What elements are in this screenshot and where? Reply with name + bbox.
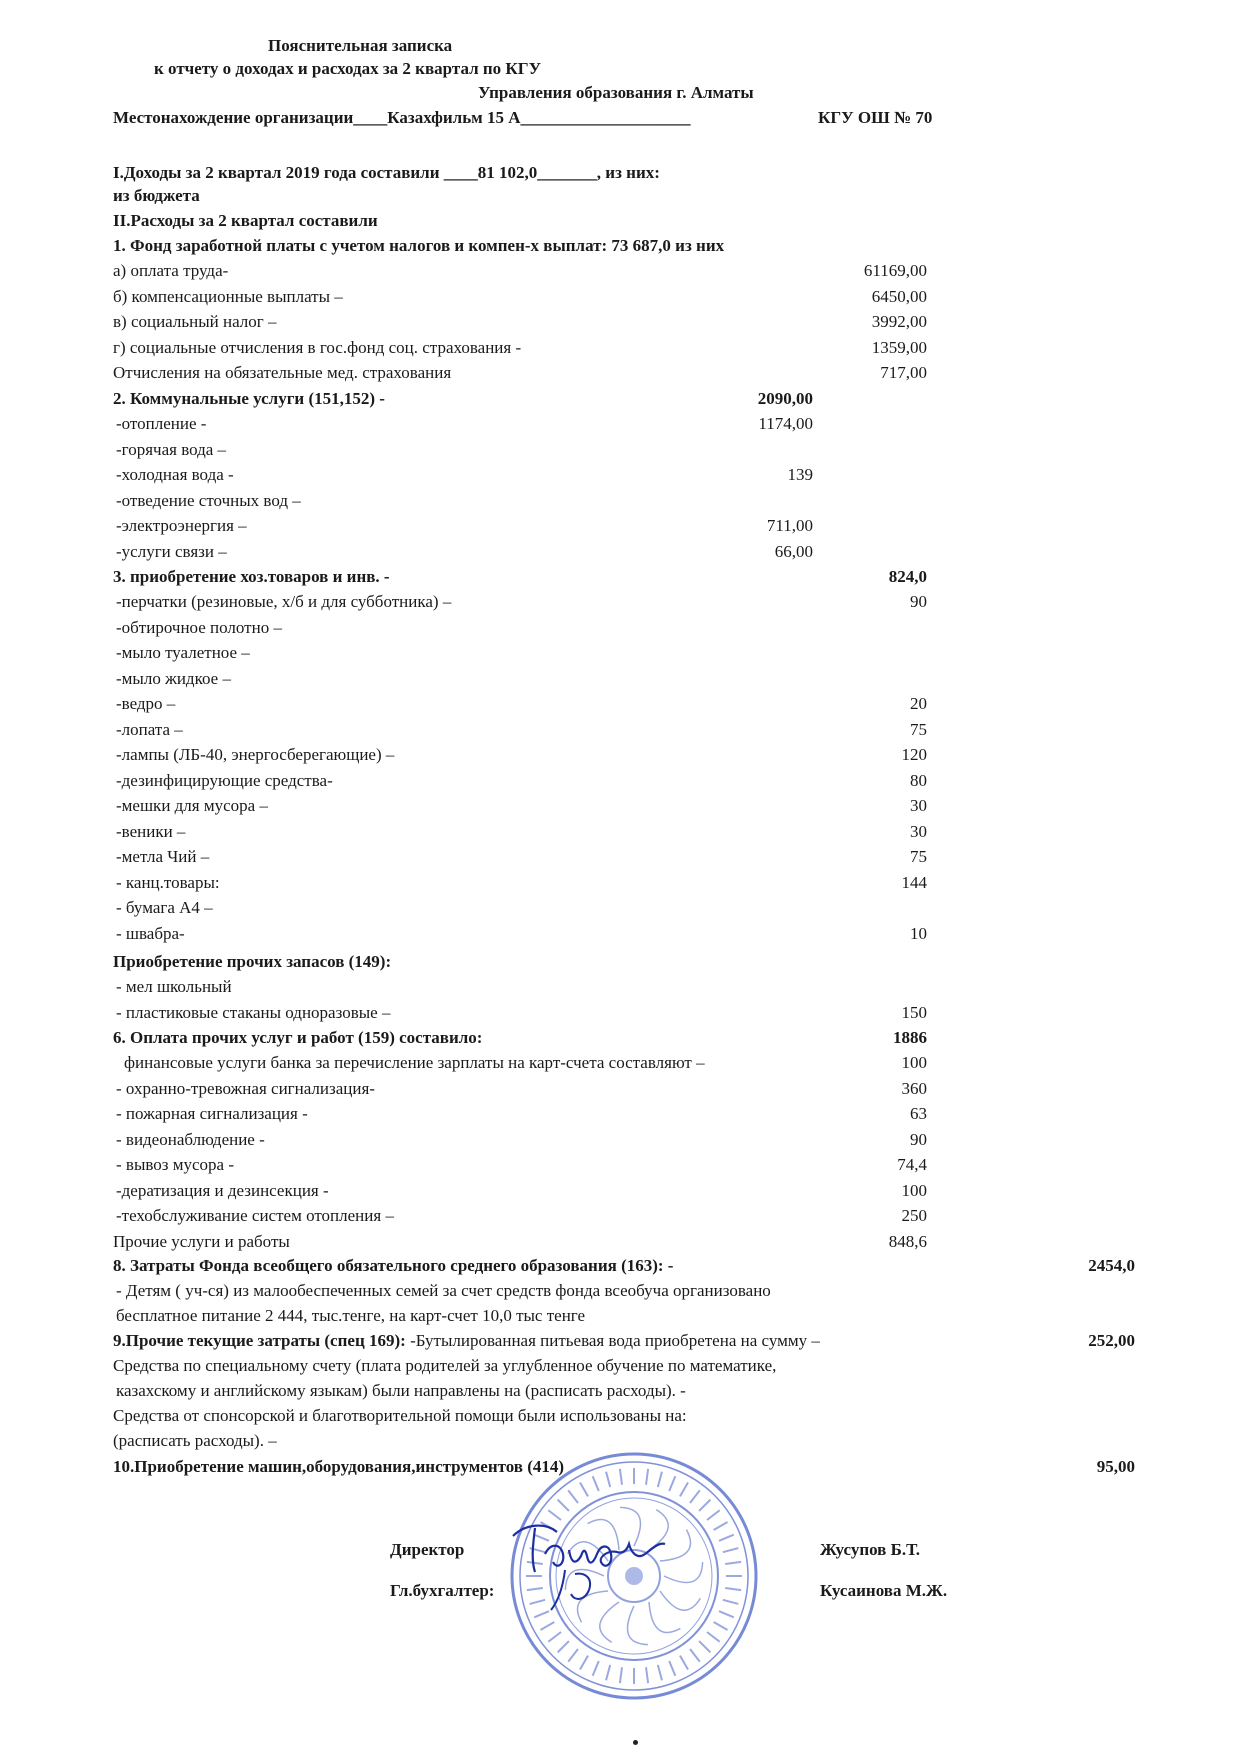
service-item-value: 74,4 — [897, 1155, 927, 1174]
goods-item-value: 75 — [910, 847, 927, 866]
payroll-item-label: Отчисления на обязательные мед. страхования — [113, 363, 452, 382]
goods-item-label: -лампы (ЛБ-40, энергосберегающие) – — [116, 745, 395, 764]
service-item-label: - пожарная сигнализация - — [116, 1104, 308, 1123]
utility-item-value: 66,00 — [774, 541, 813, 561]
utility-item-label: -отопление - — [116, 414, 207, 433]
current-line-2: казахскому и английскому языкам) были направлены на (расписать расходы). - — [116, 1381, 686, 1400]
payroll-item-label: а) оплата труда- — [113, 261, 229, 280]
goods-item-label: -дезинфицирующие средства- — [116, 770, 333, 790]
service-item-label: -техобслуживание систем отопления – — [116, 1206, 394, 1225]
equipment-total: 95,00 — [1096, 1457, 1135, 1476]
handwritten-signature — [505, 1514, 670, 1614]
utility-item-label: -холодная вода - — [116, 465, 234, 484]
payroll-item-label: б) компенсационные выплаты – — [113, 286, 343, 306]
income-from-budget: из бюджета — [113, 186, 200, 205]
org-name: Управления образования г. Алматы — [478, 83, 754, 102]
service-item-label: - вывоз мусора - — [116, 1155, 234, 1174]
org-code: КГУ ОШ № 70 — [818, 108, 933, 127]
service-item-label: - видеонаблюдение - — [116, 1129, 265, 1149]
current-line-4: (расписать расходы). – — [113, 1431, 277, 1450]
goods-item-label: - канц.товары: — [116, 872, 220, 892]
goods-item-label: -метла Чий – — [116, 847, 210, 866]
service-item-value: 63 — [910, 1104, 927, 1123]
equipment-heading: 10.Приобретение машин,оборудования,инструментов (414) — [113, 1457, 565, 1476]
current-line — [113, 1329, 820, 1353]
income-line: I.Доходы за 2 квартал 2019 года составили ____81 102,0_______, из них: — [113, 163, 660, 182]
accountant-name: Кусаинова М.Ж. — [820, 1581, 948, 1600]
payroll-item-value: 1359,00 — [871, 337, 927, 357]
goods-item-label: -перчатки (резиновые, х/б и для субботника) – — [116, 592, 452, 611]
utility-item-value: 711,00 — [766, 516, 813, 535]
service-item-value: 90 — [910, 1129, 927, 1149]
goods-item-label: -обтирочное полотно – — [116, 617, 282, 637]
current-heading: 9.Прочие текущие затраты (спец 169): — [113, 1331, 406, 1350]
goods-item-label: - бумага А4 – — [116, 898, 213, 917]
payroll-item-label: г) социальные отчисления в гос.фонд соц. страхования - — [113, 337, 522, 357]
goods-item-value: 80 — [910, 770, 927, 790]
accountant-label: Гл.бухгалтер: — [390, 1581, 495, 1600]
payroll-item-value: 6450,00 — [871, 286, 927, 306]
stock-item-value: 150 — [901, 1002, 927, 1022]
goods-total: 824,0 — [888, 567, 927, 586]
goods-item-value: 75 — [910, 719, 927, 739]
goods-item-value: 30 — [910, 796, 927, 815]
doc-title: Пояснительная записка — [268, 36, 453, 55]
utility-item-value: 1174,00 — [758, 414, 813, 433]
utility-item-label: -электроэнергия – — [116, 516, 247, 535]
services-heading: 6. Оплата прочих услуг и работ (159) составило: — [113, 1028, 483, 1047]
service-item-value: 360 — [901, 1078, 927, 1098]
speck-dot — [633, 1740, 638, 1745]
goods-item-value: 10 — [910, 923, 927, 943]
service-item-value: 100 — [901, 1180, 927, 1200]
payroll-item-value: 717,00 — [880, 363, 927, 382]
stock-item-label: - пластиковые стаканы одноразовые – — [116, 1002, 391, 1022]
utility-item-label: -отведение сточных вод – — [116, 490, 301, 510]
goods-item-label: -мыло туалетное – — [116, 643, 250, 662]
location-line: Местонахождение организации____Казахфильм 15 А____________________ — [113, 108, 691, 127]
goods-item-value: 90 — [910, 592, 927, 611]
current-line-1: Средства по специальному счету (плата родителей за углубленное обучение по математике, — [113, 1356, 777, 1375]
service-item-label: Прочие услуги и работы — [113, 1231, 290, 1251]
service-item-label: финансовые услуги банка за перечисление зарплаты на карт-счета составляют – — [124, 1053, 705, 1072]
goods-item-value: 30 — [910, 821, 927, 841]
current-total: 252,00 — [1088, 1331, 1135, 1350]
service-item-value: 848,6 — [888, 1231, 927, 1251]
payroll-item-label: в) социальный налог – — [113, 312, 277, 331]
goods-item-label: -лопата – — [116, 719, 183, 739]
fund-line-2: бесплатное питание 2 444, тыс.тенге, на карт-счет 10,0 тыс тенге — [116, 1306, 586, 1325]
goods-item-label: -веники – — [116, 821, 186, 841]
fund-line-1: - Детям ( уч-ся) из малообеспеченных семей за счет средств фонда всеобуча организовано — [116, 1281, 771, 1300]
director-name: Жусупов Б.Т. — [820, 1540, 920, 1559]
expenses-heading: II.Расходы за 2 квартал составили — [113, 211, 378, 230]
stock-item-label: - мел школьный — [116, 977, 232, 996]
goods-item-value: 20 — [910, 694, 927, 713]
current-text: -Бутылированная питьевая вода приобретена на сумму – — [405, 1331, 820, 1350]
utility-item-value: 139 — [787, 465, 813, 484]
service-item-value: 250 — [901, 1206, 927, 1225]
goods-item-value: 120 — [901, 745, 927, 764]
service-item-label: - охранно-тревожная сигнализация- — [116, 1078, 375, 1098]
payroll-item-value: 3992,00 — [871, 312, 927, 331]
goods-item-label: -ведро – — [116, 694, 176, 713]
current-line-3: Средства от спонсорской и благотворительной помощи были использованы на: — [113, 1406, 687, 1425]
goods-item-label: - швабра- — [116, 923, 185, 943]
goods-heading: 3. приобретение хоз.товаров и инв. - — [113, 567, 390, 586]
service-item-label: -дератизация и дезинсекция - — [116, 1180, 329, 1200]
service-item-value: 100 — [901, 1053, 927, 1072]
other-stock-heading: Приобретение прочих запасов (149): — [113, 952, 392, 971]
fund-heading: 8. Затраты Фонда всеобщего обязательного среднего образования (163): - — [113, 1256, 674, 1275]
fund-total: 2454,0 — [1088, 1256, 1135, 1275]
goods-item-label: -мыло жидкое – — [116, 668, 231, 688]
goods-item-value: 144 — [901, 872, 927, 892]
payroll-heading: 1. Фонд заработной платы с учетом налогов и компен-х выплат: 73 687,0 из них — [113, 236, 725, 255]
utilities-heading: 2. Коммунальные услуги (151,152) - — [113, 389, 385, 408]
services-total: 1886 — [893, 1028, 927, 1047]
utilities-total: 2090,00 — [757, 389, 813, 408]
goods-item-label: -мешки для мусора – — [116, 796, 268, 815]
utility-item-label: -услуги связи – — [116, 541, 227, 561]
director-label: Директор — [390, 1540, 465, 1559]
utility-item-label: -горячая вода – — [116, 439, 227, 459]
payroll-item-value: 61169,00 — [863, 261, 927, 280]
doc-subtitle: к отчету о доходах и расходах за 2 квартал по КГУ — [154, 59, 542, 78]
